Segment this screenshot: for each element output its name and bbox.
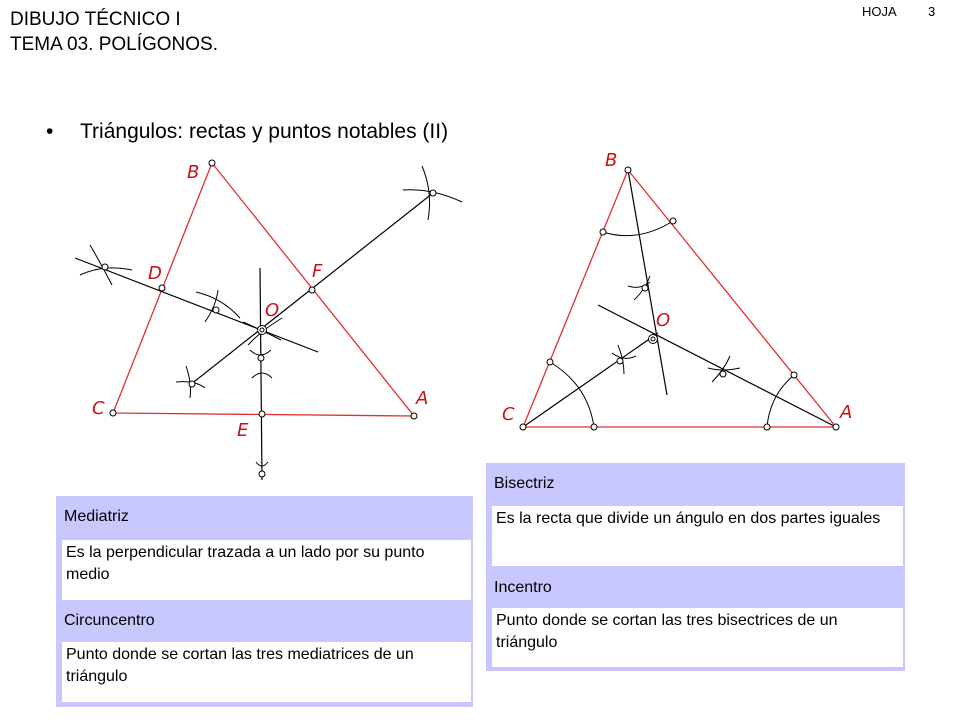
bisector-bc — [75, 258, 318, 352]
label-a-left: A — [416, 388, 429, 409]
bisectriz-title: Bisectriz — [494, 475, 555, 492]
sheet-label: HOJA — [862, 4, 897, 19]
label-f: F — [312, 261, 323, 282]
incenter-figure — [502, 150, 852, 430]
label-a-right: A — [840, 402, 853, 423]
incentro-definition: Punto donde se cortan las tres bisectrices de un triángulo — [492, 608, 903, 667]
circumcenter-figure — [75, 160, 462, 480]
right-triangle — [523, 170, 836, 427]
circumcenter-card — [56, 496, 473, 707]
label-c-left: C — [92, 398, 105, 419]
label-b-right: B — [605, 150, 618, 171]
sheet-number: 3 — [928, 4, 936, 19]
left-triangle — [113, 163, 414, 416]
mediatriz-definition: Es la perpendicular trazada a un lado por su punto medio — [62, 540, 471, 600]
incentro-title: Incentro — [494, 579, 552, 596]
label-o-right: O — [656, 310, 671, 331]
bisectriz-definition: Es la recta que divide un ángulo en dos partes iguales — [492, 506, 903, 566]
label-e: E — [237, 420, 249, 441]
bisector-a — [598, 305, 836, 427]
label-c-right: C — [502, 404, 515, 425]
topic-title: TEMA 03. POLÍGONOS. — [10, 34, 219, 55]
circuncentro-definition: Punto donde se cortan las tres mediatrices de un triángulo — [62, 642, 471, 702]
label-o-left: O — [265, 300, 280, 321]
bisector-ca — [260, 268, 262, 480]
bullet-symbol: • — [46, 120, 54, 143]
incenter-card — [486, 463, 905, 671]
label-d: D — [148, 263, 162, 284]
bullet-text: Triángulos: rectas y puntos notables (II) — [80, 120, 449, 143]
label-b-left: B — [187, 162, 200, 183]
mediatriz-title: Mediatriz — [64, 508, 129, 525]
angle-arcs — [550, 221, 794, 427]
circuncentro-title: Circuncentro — [64, 612, 155, 629]
course-title: DIBUJO TÉCNICO I — [10, 9, 181, 30]
